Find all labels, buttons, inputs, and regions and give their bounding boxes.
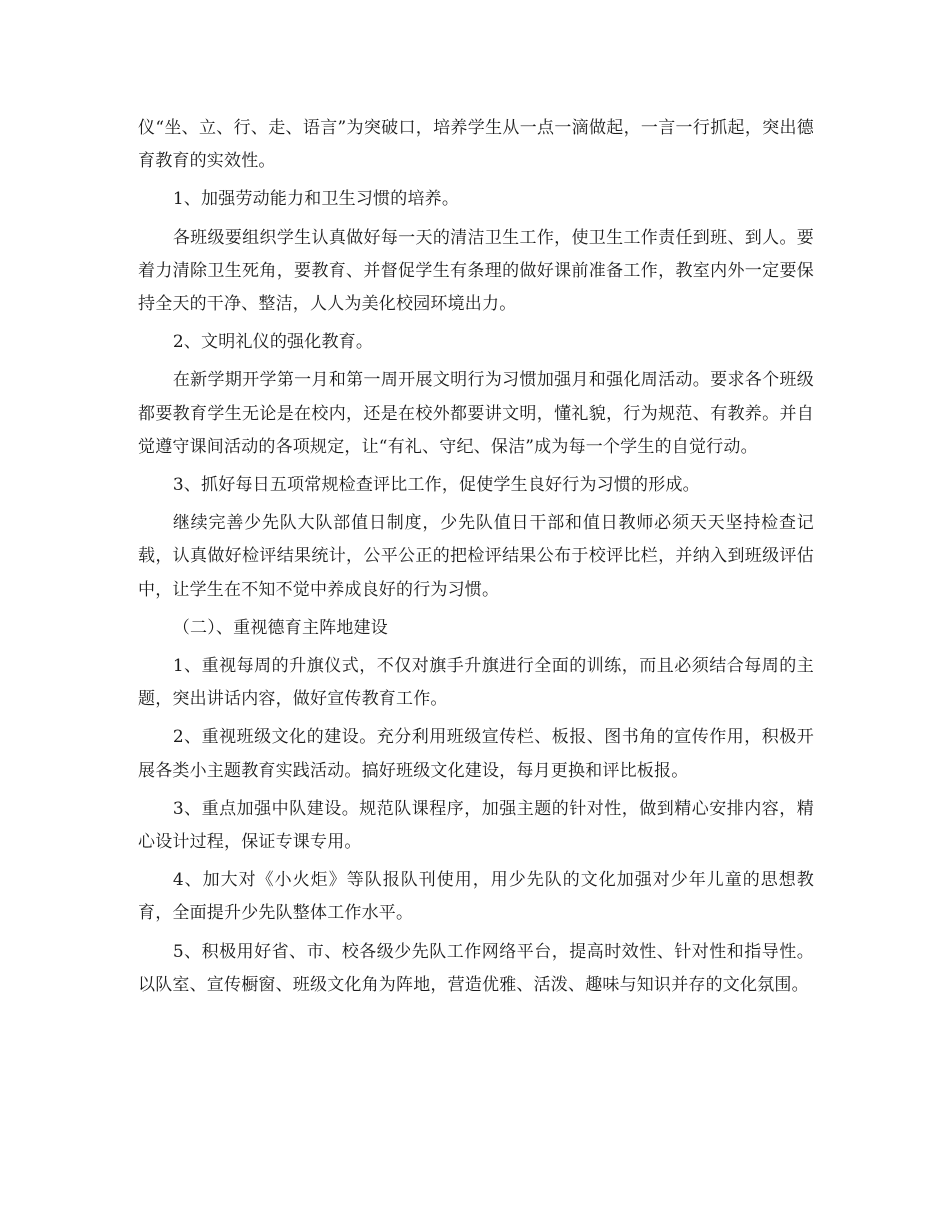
paragraph-daily-inspection: 继续完善少先队大队部值日制度，少先队值日干部和值日教师必须天天坚持检查记载，认真做好检评结果统计，公平公正的把检评结果公布于校评比栏，并纳入到班级评估中，让学生在不知不觉中养成良好的行为习惯。	[138, 513, 814, 600]
paragraph-squad-building: 3、重点加强中队建设。规范队课程序，加强主题的针对性，做到精心安排内容，精心设计过程，保证专课专用。	[138, 798, 814, 853]
heading-daily-inspection: 3、抓好每日五项常规检查评比工作，促使学生良好行为习惯的形成。	[172, 475, 700, 496]
paragraph-labor-hygiene: 各班级要组织学生认真做好每一天的清洁卫生工作，使卫生工作责任到班、到人。要着力清除卫生死角，要教育、并督促学生有条理的做好课前准备工作，教室内外一定要保持全天的干净、整洁，人人为美化校园环境出力。	[138, 227, 814, 315]
paragraph-intro-continuation: 仪“坐、立、行、走、语言”为突破口，培养学生从一点一滴做起，一言一行抓起，突出德育教育的实效性。	[138, 118, 814, 172]
heading-etiquette: 2、文明礼仪的强化教育。	[172, 332, 374, 353]
paragraph-etiquette: 在新学期开学第一月和第一周开展文明行为习惯加强月和强化周活动。要求各个班级都要教育学生无论是在校内，还是在校外都要讲文明，懂礼貌，行为规范、有教养。并自觉遵守课间活动的各项规定，让“有礼、守纪、保洁”成为每一个学生的自觉行动。	[138, 370, 814, 457]
section-heading-moral-base: （二）、重视德育主阵地建设	[172, 617, 388, 638]
document-body	[138, 112, 814, 1007]
heading-labor-hygiene: 1、加强劳动能力和卫生习惯的培养。	[172, 189, 460, 210]
paragraph-class-culture: 2、重视班级文化的建设。充分利用班级宣传栏、板报、图书角的宣传作用，积极开展各类小主题教育实践活动。搞好班级文化建设，每月更换和评比板报。	[138, 727, 814, 781]
paragraph-network-platform: 5、积极用好省、市、校各级少先队工作网络平台，提高时效性、针对性和指导性。以队室、宣传橱窗、班级文化角为阵地，营造优雅、活泼、趣味与知识并存的文化氛围。	[138, 941, 814, 995]
paragraph-flag-ceremony: 1、重视每周的升旗仪式，不仅对旗手升旗进行全面的训练，而且必须结合每周的主题，突出讲话内容，做好宣传教育工作。	[138, 656, 814, 710]
paragraph-publications: 4、加大对《小火炬》等队报队刊使用，用少先队的文化加强对少年儿童的思想教育，全面提升少先队整体工作水平。	[138, 870, 814, 924]
